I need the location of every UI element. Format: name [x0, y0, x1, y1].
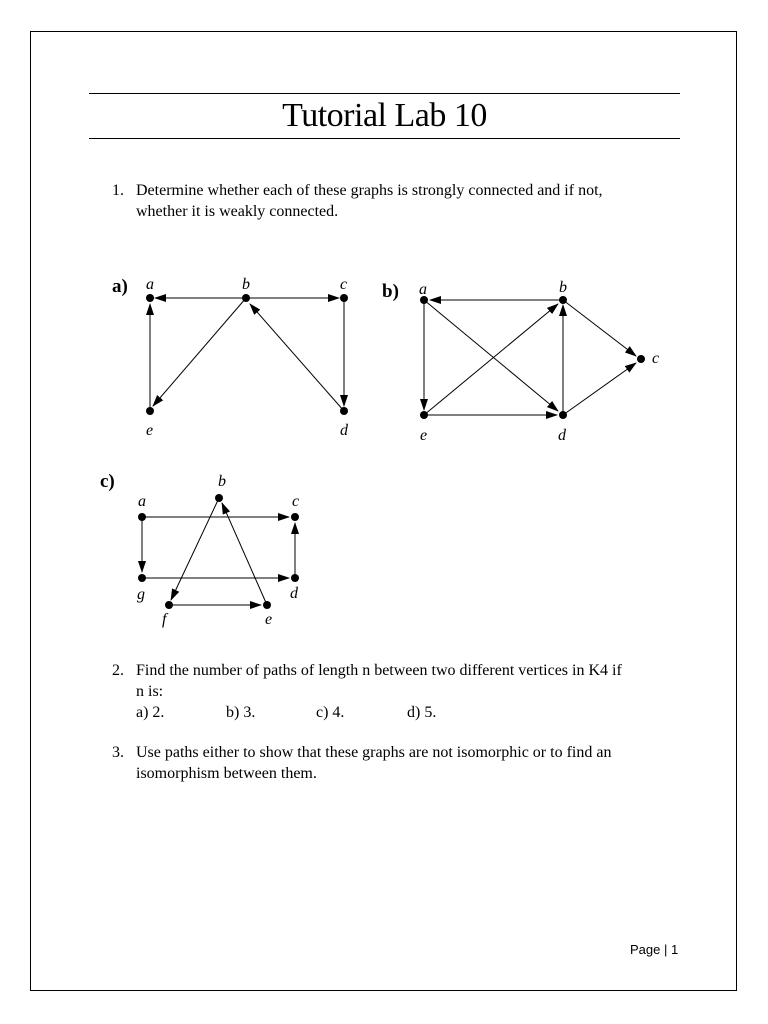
answer-option: b) 3. — [226, 704, 256, 721]
vertex-label: e — [265, 611, 273, 628]
graph-edge — [563, 300, 636, 356]
vertex-label: b — [218, 473, 226, 490]
question-text-line: isomorphism between them. — [136, 765, 317, 782]
question-number: 2. — [112, 662, 124, 679]
vertex-label: f — [162, 611, 167, 628]
question-text-line: Determine whether each of these graphs is strongly connected and if not, — [136, 182, 603, 199]
graph-edge — [171, 498, 219, 600]
vertex-label: c — [652, 350, 660, 367]
vertex-label: a — [419, 281, 427, 298]
graph-edge — [153, 298, 246, 406]
graph-vertex — [637, 355, 645, 363]
vertex-label: g — [137, 586, 145, 603]
graph-vertex — [291, 513, 299, 521]
graph-vertex — [559, 411, 567, 419]
question-text-line: Find the number of paths of length n between two different vertices in K4 if — [136, 662, 622, 679]
graph-edge — [424, 304, 558, 415]
graph-vertex — [215, 494, 223, 502]
graph-vertex — [242, 294, 250, 302]
question-text-line: whether it is weakly connected. — [136, 203, 339, 220]
graph-label: a) — [112, 276, 128, 297]
question-2 — [112, 660, 692, 723]
graph-edge — [222, 503, 267, 605]
graph-vertex — [146, 407, 154, 415]
graph-a — [112, 276, 349, 439]
graph-edge — [563, 363, 636, 415]
graph-vertex — [291, 574, 299, 582]
vertex-label: e — [420, 427, 428, 444]
vertex-label: b — [242, 276, 250, 293]
vertex-label: d — [558, 427, 566, 444]
graph-vertex — [420, 411, 428, 419]
graph-vertex — [559, 296, 567, 304]
graph-vertex — [138, 574, 146, 582]
vertex-label: a — [138, 493, 146, 510]
graph-vertex — [340, 407, 348, 415]
graph-c — [100, 471, 299, 628]
graph-b — [382, 279, 659, 444]
answer-option: d) 5. — [407, 704, 437, 721]
question-3 — [112, 742, 692, 784]
question-number: 1. — [112, 182, 124, 199]
vertex-label: e — [146, 422, 154, 439]
graph-vertex — [165, 601, 173, 609]
vertex-label: d — [340, 422, 348, 439]
graph-label: c) — [100, 471, 115, 492]
graph-vertex — [138, 513, 146, 521]
graph-vertex — [146, 294, 154, 302]
graph-edge — [424, 300, 558, 411]
vertex-label: c — [292, 493, 300, 510]
vertex-label: b — [559, 279, 567, 296]
answer-option: a) 2. — [136, 704, 165, 721]
vertex-label: d — [290, 585, 298, 602]
graph-edge — [250, 304, 344, 411]
vertex-label: c — [340, 276, 348, 293]
question-number: 3. — [112, 744, 124, 761]
vertex-label: a — [146, 276, 154, 293]
graph-vertex — [340, 294, 348, 302]
page-title: Tutorial Lab 10 — [282, 97, 487, 134]
graph-vertex — [263, 601, 271, 609]
question-text-line: n is: — [136, 683, 164, 700]
page-number: Page | 1 — [630, 942, 679, 957]
graph-label: b) — [382, 281, 399, 302]
answer-option: c) 4. — [316, 704, 345, 721]
question-text-line: Use paths either to show that these graphs are not isomorphic or to find an — [136, 744, 612, 761]
answer-options — [136, 702, 692, 723]
